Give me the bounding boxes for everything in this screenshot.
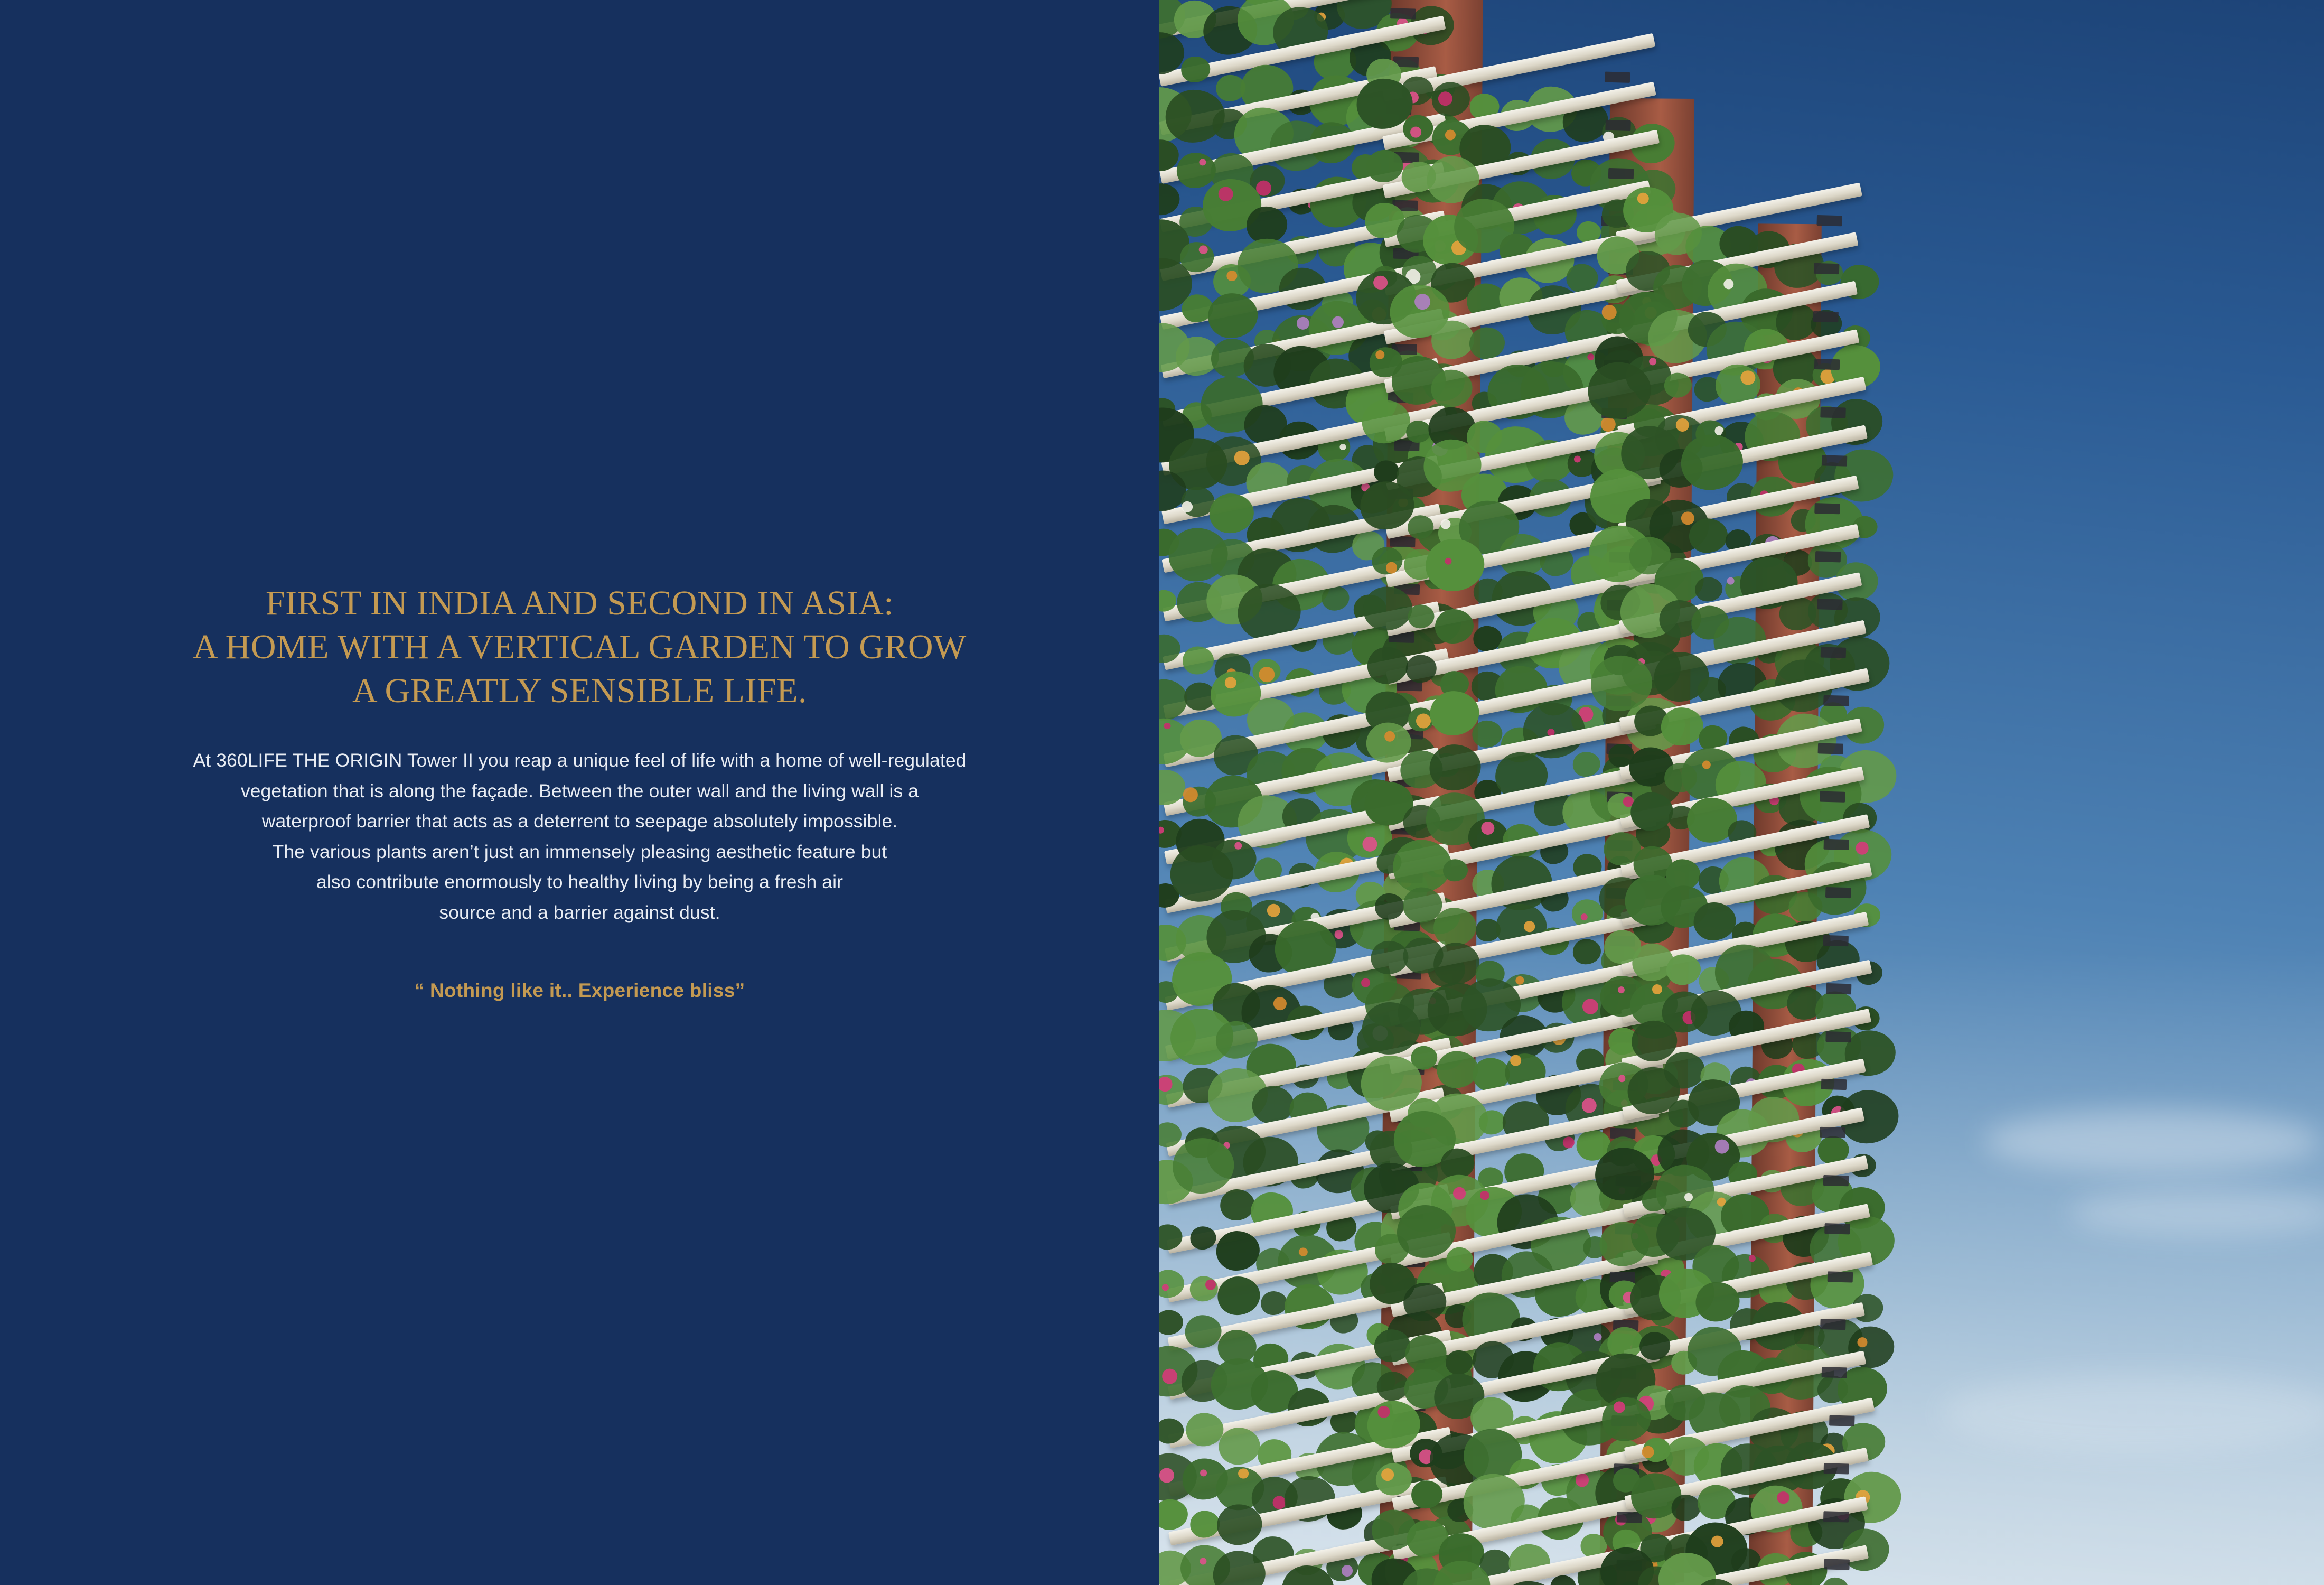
window xyxy=(1823,1511,1849,1522)
window xyxy=(1825,1031,1851,1042)
foliage-cluster xyxy=(1159,1310,1184,1336)
window xyxy=(1817,743,1843,754)
foliage-cluster xyxy=(1216,1504,1263,1546)
headline-line-1: FIRST IN INDIA AND SECOND IN ASIA: xyxy=(265,584,894,622)
tagline: “ Nothing like it.. Experience bliss” xyxy=(414,980,745,1002)
window xyxy=(1820,407,1846,418)
flower-accent xyxy=(1384,731,1395,741)
flower-accent xyxy=(1339,443,1346,450)
flower-accent xyxy=(1224,677,1236,689)
foliage-cluster xyxy=(1190,1226,1216,1251)
headline-line-2: A HOME WITH A VERTICAL GARDEN TO GROW xyxy=(193,628,967,667)
window xyxy=(1821,647,1847,658)
flower-accent xyxy=(1182,501,1193,512)
flower-accent xyxy=(1205,1279,1216,1290)
window xyxy=(1813,311,1839,322)
headline-line-3: A GREATLY SENSIBLE LIFE. xyxy=(352,672,807,711)
window xyxy=(1823,695,1849,706)
foliage-cluster xyxy=(1220,1189,1255,1220)
balcony-foliage-layer xyxy=(1159,0,2014,3)
window xyxy=(1606,120,1632,131)
window xyxy=(1820,791,1845,802)
foliage-cluster xyxy=(1207,293,1258,339)
flower-accent xyxy=(1441,519,1451,529)
foliage-cluster xyxy=(1219,1427,1261,1466)
foliage-cluster xyxy=(1159,1499,1188,1531)
body-line-2: vegetation that is along the façade. Between the outer wall and the living wall is a xyxy=(240,780,919,801)
window xyxy=(1826,983,1852,994)
flower-accent xyxy=(1362,836,1377,852)
foliage-cluster xyxy=(1689,518,1728,554)
flower-accent xyxy=(1381,1468,1394,1481)
flower-accent xyxy=(1740,370,1755,385)
window xyxy=(1824,1223,1850,1234)
window xyxy=(1823,1175,1849,1186)
window xyxy=(1824,1559,1850,1570)
foliage-cluster xyxy=(1260,1291,1288,1316)
foliage-cluster xyxy=(1217,1276,1260,1316)
page-title xyxy=(105,581,1055,713)
flower-accent xyxy=(1334,930,1343,939)
window xyxy=(1828,1271,1853,1282)
window xyxy=(1829,1415,1855,1426)
flower-accent xyxy=(1675,418,1689,432)
foliage-cluster xyxy=(1469,327,1505,360)
flower-accent xyxy=(1618,1075,1626,1083)
window xyxy=(1825,887,1851,898)
foliage-cluster xyxy=(1693,902,1737,941)
window xyxy=(1814,263,1840,274)
flower-accent xyxy=(1649,358,1656,366)
vertical-garden-tower-photo xyxy=(1159,0,2324,1585)
foliage-cluster xyxy=(1671,1494,1701,1522)
foliage-cluster xyxy=(1822,1577,1849,1585)
foliage-cluster xyxy=(1186,1412,1224,1447)
flower-accent xyxy=(1575,1473,1589,1487)
foliage-cluster xyxy=(1159,183,1180,216)
window xyxy=(1815,503,1841,514)
flower-accent xyxy=(1410,126,1421,137)
flower-accent xyxy=(1856,842,1869,855)
body-paragraph xyxy=(78,745,1082,928)
foliage-cluster xyxy=(1215,1230,1260,1271)
flower-accent xyxy=(1857,1337,1867,1347)
body-line-5: also contribute enormously to healthy living by being a fresh air xyxy=(316,871,844,893)
flower-accent xyxy=(1684,1192,1693,1201)
window xyxy=(1815,551,1841,562)
flower-accent xyxy=(1563,1137,1575,1149)
foliage-cluster xyxy=(1184,1314,1222,1349)
flower-accent xyxy=(1727,577,1734,584)
window xyxy=(1390,8,1416,19)
window xyxy=(1817,599,1843,610)
text-panel xyxy=(0,0,1159,1585)
foliage-cluster xyxy=(1478,1110,1506,1134)
body-line-4: The various plants aren’t just an immensely pleasing aesthetic feature but xyxy=(272,841,887,862)
foliage-cluster xyxy=(1472,720,1503,748)
window xyxy=(1820,1319,1846,1330)
foliage-cluster xyxy=(1695,577,1723,602)
window xyxy=(1816,215,1842,226)
flower-accent xyxy=(1481,821,1495,835)
window xyxy=(1823,935,1849,946)
window xyxy=(1824,839,1850,850)
window xyxy=(1821,455,1847,466)
tower-illustration xyxy=(1159,0,2014,1585)
flower-accent xyxy=(1587,353,1594,360)
window xyxy=(1605,72,1630,83)
flower-accent xyxy=(1234,842,1242,849)
flower-accent xyxy=(1642,1446,1654,1458)
text-block xyxy=(0,581,1159,1002)
foliage-cluster xyxy=(1572,939,1601,965)
flower-accent xyxy=(1361,978,1370,987)
flower-accent xyxy=(1299,1247,1308,1256)
window xyxy=(1824,1463,1850,1474)
window xyxy=(1820,1127,1845,1138)
foliage-cluster xyxy=(1181,56,1211,83)
window xyxy=(1821,1079,1847,1090)
body-line-1: At 360LIFE THE ORIGIN Tower II you reap a unique feel of life with a home of well-regulated xyxy=(193,750,967,771)
window xyxy=(1822,1367,1848,1378)
flower-accent xyxy=(1515,976,1524,984)
foliage-cluster xyxy=(1666,954,1701,985)
flower-accent xyxy=(1238,1468,1249,1479)
foliage-cluster xyxy=(1246,206,1288,244)
flower-accent xyxy=(1524,921,1535,932)
flower-accent xyxy=(1510,1055,1521,1066)
window xyxy=(1608,167,1634,179)
flower-accent xyxy=(1267,903,1280,917)
foliage-cluster xyxy=(1572,751,1601,777)
flower-accent xyxy=(1272,1496,1286,1509)
flower-accent xyxy=(1200,1469,1206,1476)
flower-accent xyxy=(1582,999,1598,1014)
body-line-3: waterproof barrier that acts as a deterrent to seepage absolutely impossible. xyxy=(261,810,898,832)
flower-accent xyxy=(1226,271,1237,281)
image-edge-fade xyxy=(2261,0,2324,1585)
body-line-6: source and a barrier against dust. xyxy=(439,901,720,923)
window xyxy=(1814,359,1840,370)
